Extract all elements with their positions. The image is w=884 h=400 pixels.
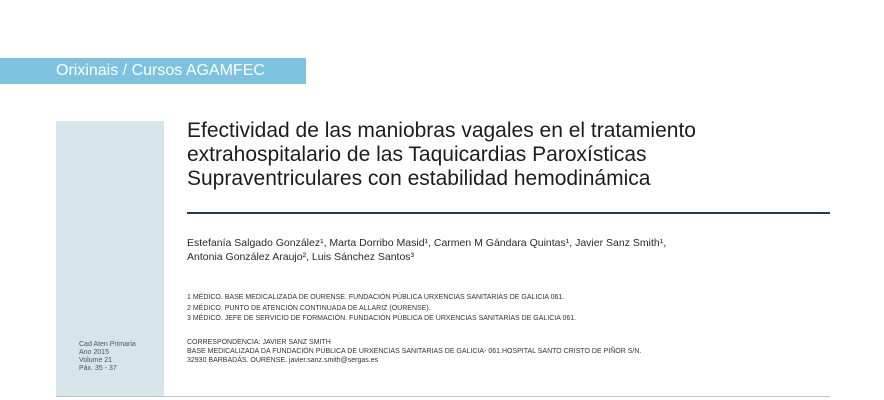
journal-name: Cad Aten Primaria [79, 341, 136, 348]
author-line: Estefanía Salgado González¹, Marta Dorribo Masid¹, Carmen M Gándara Quintas¹, Javier Sanz Smith¹, [187, 237, 667, 249]
title-line: Efectividad de las maniobras vagales en el tratamiento [187, 119, 696, 142]
title-divider [187, 212, 830, 214]
journal-volume: Volume 21 [79, 357, 113, 364]
affiliation-list [187, 293, 827, 325]
title-line: extrahospitalario de las Taquicardias Paroxísticas [187, 143, 647, 166]
correspondence-contact: 32930 BARBADÁS. OURENSE. javier.sanz.smith@sergas.es [187, 357, 379, 364]
title-line: Supraventriculares con estabilidad hemodinámica [187, 167, 651, 190]
article-title [187, 119, 827, 191]
author-list [187, 236, 827, 264]
journal-meta [79, 341, 163, 373]
bottom-divider [56, 396, 830, 397]
journal-pages: Páx. 35 - 37 [79, 365, 117, 372]
affiliation-item: 2 MÉDICO. PUNTO DE ATENCIÓN CONTINUADA DE ALLARIZ (OURENSE). [187, 304, 431, 312]
correspondence-block [187, 338, 827, 365]
affiliation-item: 1 MÉDICO. BASE MEDICALIZADA DE OURENSE. FUNDACIÓN PÚBLICA URXENCIAS SANITARIAS DE GALICIA 061. [187, 294, 565, 301]
author-line: Antonia González Araujo², Luis Sánchez Santos³ [187, 251, 415, 263]
section-label: Orixinais / Cursos AGAMFEC [56, 62, 265, 79]
affiliation-item: 3 MÉDICO. JEFE DE SERVICIO DE FORMACIÓN. FUNDACIÓN PÚBLICA DE URXENCIAS SANITARIAS DE GALICIA 061. [187, 315, 577, 322]
journal-year: Ano 2015 [79, 349, 109, 356]
correspondence-address: BASE MEDICALIZADA DA FUNDACIÓN PÚBLICA DE URXENCIAS SANITARIAS DE GALICIA- 061.HOSPITAL SANTO CRISTO DE PIÑOR S/N. [187, 348, 642, 355]
correspondence-heading: CORRESPONDENCIA: JAVIER SANZ SMITH [187, 339, 331, 346]
